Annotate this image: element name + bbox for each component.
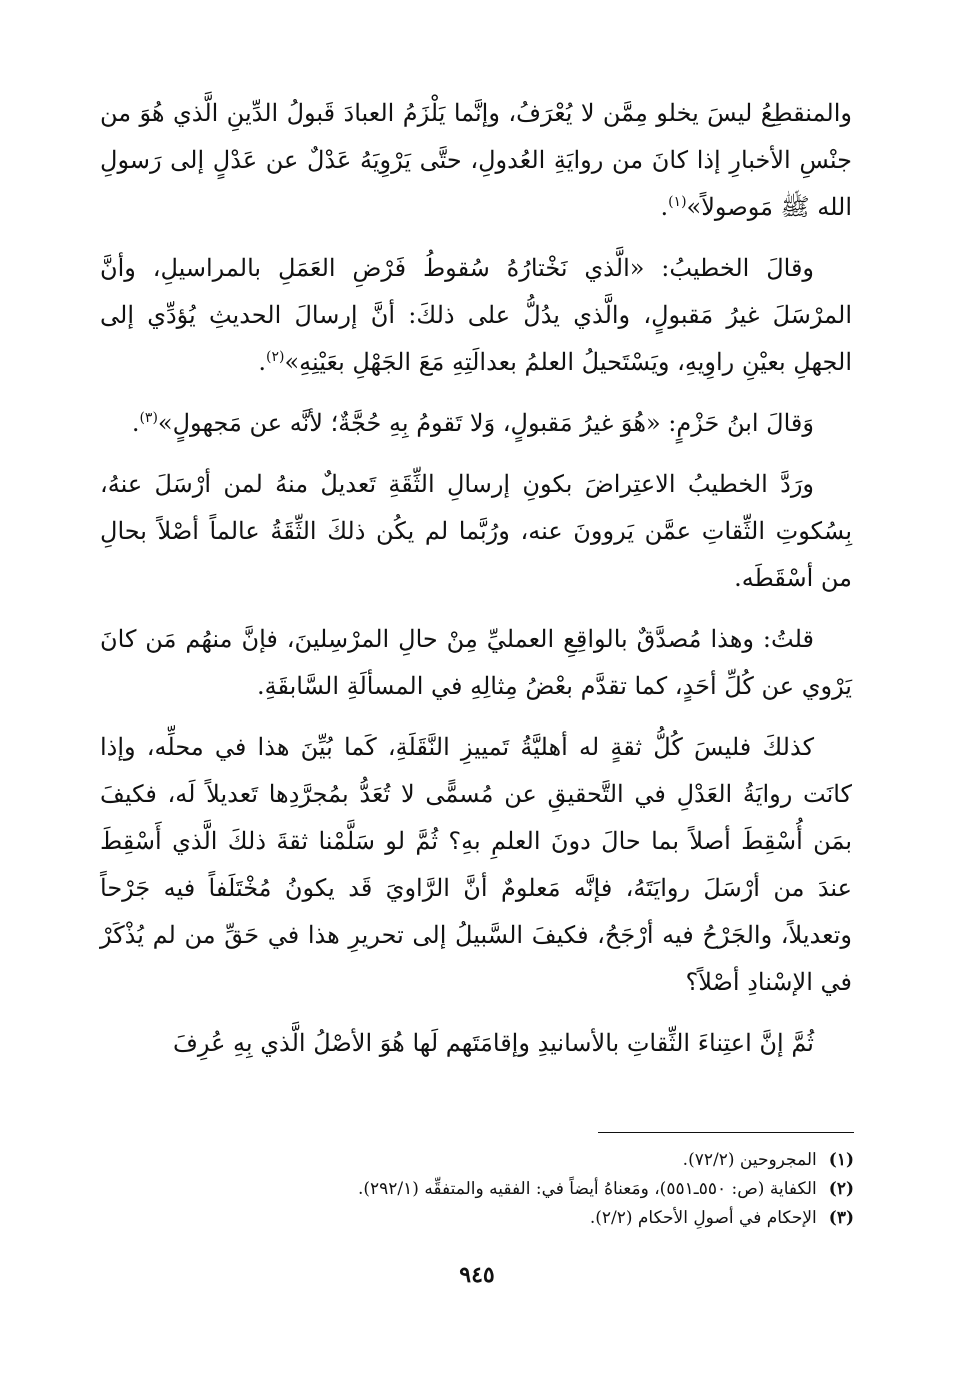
paragraph-7 — [100, 1020, 852, 1067]
paragraph-2 — [100, 245, 852, 386]
footnote-ref-2[interactable]: (٢) — [265, 349, 285, 365]
footnote-ref-1[interactable]: (١) — [668, 194, 687, 210]
paragraph-5 — [100, 616, 852, 710]
paragraph-4 — [100, 461, 852, 602]
footnote-1-number: (١) — [828, 1150, 854, 1170]
paragraph-1-text: والمنقطِعُ ليسَ يخلو مِمَّن لا يُعْرَفُ، وإنَّما يَلْزَمُ العبادَ قَبولُ الدِّينِ الَّذي هُوَ من جنْسِ الأخبارِ إذا كانَ من روايَةِ العُدولِ، حتَّى يَرْوِيَهُ عَدْلٌ عن عَدْلٍ إلى رَسولِ الله ﷺ مَوصولاً» — [100, 99, 853, 221]
footnotes — [114, 1146, 854, 1233]
footnote-2 — [114, 1175, 854, 1204]
footnote-1 — [114, 1146, 854, 1175]
paragraph-1 — [100, 90, 852, 231]
paragraph-3-text: وَقالَ ابنُ حَزْمٍ: «هُوَ غيرُ مَقبولٍ، وَلا تَقومُ بِهِ حُجَّةٌ؛ لأنَّه عن مَجهولٍ» — [157, 409, 814, 437]
page-number: ٩٤٥ — [459, 1262, 495, 1288]
paragraph-3 — [100, 400, 852, 447]
paragraph-3-tail: . — [131, 409, 140, 437]
footnote-2-text: الكفاية (ص: ٥٥٠ـ٥٥١)، ومَعناهُ أيضاً في: الفقيه والمتفقِّه (٢٩٢/١). — [357, 1179, 817, 1199]
paragraph-2-text: وقالَ الخطيبُ: «الَّذي نَخْتارُهُ سُقوطُ فَرْضِ العَمَلِ بالمراسيلِ، وأنَّ المرْسَلَ غيرُ مَقبولٍ، والَّذي يدُلُّ على ذلكَ: أنَّ إرسالَ الحديثِ يُؤدِّي إلى الجهلِ بعيْنِ راوِيهِ، ويَسْتَحيلُ العلمُ بعدالَتِهِ مَعَ الجَهْلِ بعَيْنِهِ» — [100, 254, 852, 376]
footnote-1-text: المجروحين (٧٢/٢). — [682, 1150, 817, 1170]
footnote-ref-3[interactable]: (٣) — [139, 410, 158, 426]
paragraph-6 — [100, 724, 852, 1006]
footnote-3 — [114, 1204, 854, 1233]
paragraph-6-text: كذلكَ فليسَ كُلُّ ثقةٍ له أهليَّةُ تَمييزِ النَّقَلَةِ، كَما بُيِّنَ هذا في محلِّه، وإذا كانَت روايَةُ العَدْلِ في التَّحقيقِ عن مُسمًّى لا تُعَدُّ بمُجرَّدِها تَعديلاً لَه، فكيفَ بمَن أُسْقِطَ أصلاً بما حالَ دونَ العلمِ بهِ؟ ثُمَّ لو سَلَّمْنا ثقةَ ذلكَ الَّذي أَسْقِطَ عندَ من أرْسَلَ روايَتَهُ، فإنَّه مَعلومٌ أنَّ الرَّاويَ قَد يكونُ مُخْتَلَفاً فيه جَرْحاً وتعديلاً، والجَرْحُ فيه أرْجَحُ، فكيفَ السَّبيلُ إلى تحريرِ هذا في حَقِّ من لم يُذْكَرْ في الإسْنادِ أصْلاً؟ — [100, 733, 852, 996]
paragraph-1-tail: . — [660, 193, 669, 221]
paragraph-2-tail: . — [258, 348, 266, 376]
paragraph-7-text: ثُمَّ إنَّ اعتِناءَ الثِّقاتِ بالأسانيدِ وإقامَتَهم لَها هُوَ الأصْلُ الَّذي بِهِ عُرِفَ — [172, 1029, 814, 1057]
paragraph-4-text: ورَدَّ الخطيبُ الاعتِراضَ بكونِ إرسالِ الثِّقَةِ تَعديلٌ منهُ لمن أرْسَلَ عنهُ، بِسُكوتِ الثِّقاتِ عمَّن يَروونَ عنه، ورُبَّما لم يكُن ذلكَ الثِّقَةُ عالماً أصْلاً بحالِ من أسْقَطَه. — [100, 470, 852, 592]
footnote-3-number: (٣) — [828, 1208, 854, 1228]
footnote-3-text: الإحكام في أصولِ الأحكام (٢/٢). — [589, 1208, 817, 1228]
footnote-2-number: (٢) — [828, 1179, 854, 1199]
footnote-separator — [598, 1132, 854, 1133]
paragraph-5-text: قلتُ: وهذا مُصدَّقٌ بالواقِعِ العمليِّ مِنْ حالِ المرْسِلينَ، فإنَّ منهُم مَن كانَ يَرْوي عن كُلِّ أحَدٍ، كما تقدَّم بعْضُ مِثالِهِ في المسألَةِ السَّابقَةِ. — [100, 625, 852, 700]
main-text — [100, 90, 852, 1067]
